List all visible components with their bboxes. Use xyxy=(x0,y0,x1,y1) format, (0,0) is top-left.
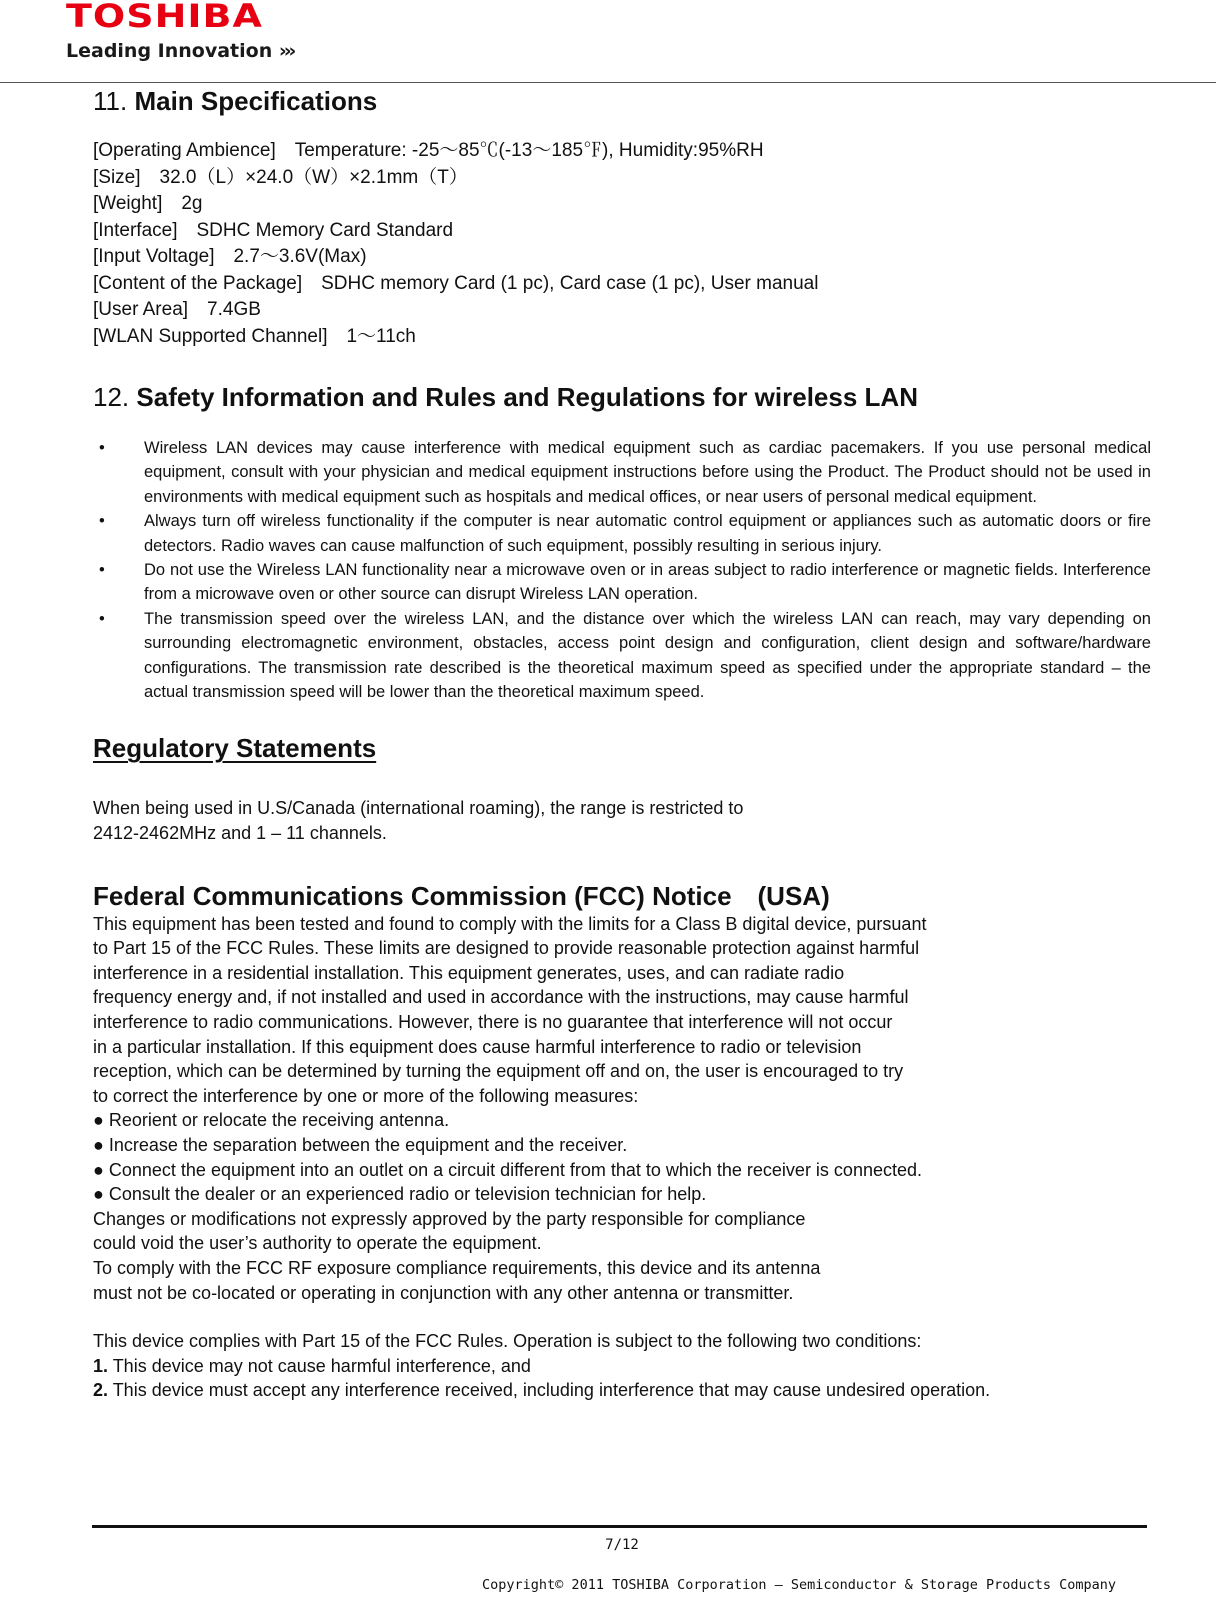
footer-divider xyxy=(92,1525,1147,1528)
fcc-line: interference in a residential installation. This equipment generates, uses, and can radiate radio xyxy=(93,962,845,983)
safety-bullet-list xyxy=(93,436,1151,704)
fcc-line: Changes or modifications not expressly approved by the party responsible for compliance xyxy=(93,1208,806,1229)
page-content xyxy=(93,84,1151,1403)
copyright-notice: Copyright© 2011 TOSHIBA Corporation – Semiconductor & Storage Products Company xyxy=(482,1577,1116,1593)
spec-user-area: [User Area] 7.4GB xyxy=(93,299,261,320)
spec-list xyxy=(93,138,1151,350)
spec-input-voltage: [Input Voltage] 2.7～3.6V(Max) xyxy=(93,246,367,267)
part15-intro: This device complies with Part 15 of the FCC Rules. Operation is subject to the following two conditions: xyxy=(93,1331,922,1352)
section-12-heading xyxy=(93,380,1151,414)
spec-wlan-channel: [WLAN Supported Channel] 1～11ch xyxy=(93,325,416,347)
part15-conditions xyxy=(93,1329,1151,1403)
fcc-measure: ● Increase the separation between the equipment and the receiver. xyxy=(93,1135,628,1155)
bullet-icon: • xyxy=(99,512,105,531)
condition-number: 2. xyxy=(93,1380,109,1401)
section-11-heading xyxy=(93,84,1151,118)
tagline-text: Leading Innovation xyxy=(66,40,273,62)
bullet-text: Do not use the Wireless LAN functionality near a microwave oven or in areas subject to radio interference or magnetic fields. Interference from a microwave oven or other source can disrupt Wireless LAN operation. xyxy=(144,561,1151,604)
bullet-icon: • xyxy=(99,439,105,457)
fcc-line: in a particular installation. If this equipment does cause harmful interference to radio or television xyxy=(93,1036,862,1057)
fcc-notice-text xyxy=(93,912,1151,1306)
condition-item xyxy=(93,1378,1151,1403)
fcc-measure: ● Connect the equipment into an outlet on a circuit different from that to which the receiver is connected. xyxy=(93,1159,923,1180)
list-item xyxy=(93,436,1151,509)
section-11-title: Main Specifications xyxy=(134,86,378,116)
bullet-text: Wireless LAN devices may cause interference with medical equipment such as cardiac pacemakers. If you use personal medical equipment, consult with your physician and medical equipment instructions before using the Product. The Product should not be used in environments with medical equipment such as hospitals and medical offices, or near users of personal medical equipment. xyxy=(144,439,1151,506)
fcc-line: To comply with the FCC RF exposure compliance requirements, this device and its antenna xyxy=(93,1257,821,1278)
list-item xyxy=(93,509,1151,558)
bullet-icon: • xyxy=(99,561,105,580)
bullet-icon: • xyxy=(99,609,105,628)
condition-text: This device must accept any interference received, including interference that may cause undesired operation. xyxy=(108,1380,991,1401)
fcc-measure: ● Consult the dealer or an experienced radio or television technician for help. xyxy=(93,1184,707,1205)
fcc-line: must not be co-located or operating in conjunction with any other antenna or transmitter. xyxy=(93,1282,794,1303)
fcc-line: could void the user’s authority to operate the equipment. xyxy=(93,1233,542,1254)
toshiba-logo xyxy=(66,0,294,62)
page-number: 7/12 xyxy=(605,1537,639,1553)
header-divider xyxy=(0,82,1216,83)
condition-item xyxy=(93,1354,1151,1379)
list-item xyxy=(93,558,1151,607)
regulatory-line: 2412-2462MHz and 1 – 11 channels. xyxy=(93,823,387,844)
bullet-text: Always turn off wireless functionality if the computer is near automatic control equipment or appliances such as automatic doors or fire detectors. Radio waves can cause malfunction of such equipment, possibly resulting in serious injury. xyxy=(144,512,1151,555)
fcc-line: This equipment has been tested and found to comply with the limits for a Class B digital device, pursuant xyxy=(93,913,927,934)
list-item xyxy=(93,607,1151,705)
section-12-title: Safety Information and Rules and Regulations for wireless LAN xyxy=(136,382,918,412)
bullet-text: The transmission speed over the wireless LAN, and the distance over which the wireless LAN can reach, may vary depending on surrounding electromagnetic environment, obstacles, access point design and configuration, client design and software/hardware configurations. The transmission rate described is the theoretical maximum speed as specified under the appropriate standard – the actual transmission speed will be lower than the theoretical maximum speed. xyxy=(144,609,1151,702)
fcc-measure: ● Reorient or relocate the receiving antenna. xyxy=(93,1110,450,1131)
condition-number: 1. xyxy=(93,1355,109,1376)
section-12-number: 12. xyxy=(93,382,130,412)
regulatory-heading: Regulatory Statements xyxy=(93,733,377,764)
spec-interface: [Interface] SDHC Memory Card Standard xyxy=(93,219,454,241)
regulatory-text xyxy=(93,796,1151,845)
fcc-line: interference to radio communications. However, there is no guarantee that interference will not occur xyxy=(93,1012,893,1033)
brand-tagline xyxy=(66,40,293,62)
spec-size: [Size] 32.0（L）×24.0（W）×2.1mm（T） xyxy=(93,166,468,188)
section-11-number: 11. xyxy=(93,86,128,116)
condition-text: This device may not cause harmful interference, and xyxy=(108,1355,531,1376)
brand-name: TOSHIBA xyxy=(66,0,263,35)
fcc-line: frequency energy and, if not installed and used in accordance with the instructions, may cause harmful xyxy=(93,987,909,1008)
fcc-line: reception, which can be determined by turning the equipment off and on, the user is encouraged to try xyxy=(93,1061,904,1082)
fcc-heading: Federal Communications Commission (FCC) Notice (USA) xyxy=(93,880,830,911)
spec-package-content: [Content of the Package] SDHC memory Card (1 pc), Card case (1 pc), User manual xyxy=(93,272,819,294)
spec-weight: [Weight] 2g xyxy=(93,193,203,214)
spec-operating-ambience: [Operating Ambience] Temperature: -25～85℃(-13～185℉), Humidity:95%RH xyxy=(93,140,764,161)
chevrons-icon: ››› xyxy=(278,40,294,62)
fcc-line: to correct the interference by one or more of the following measures: xyxy=(93,1085,639,1106)
fcc-line: to Part 15 of the FCC Rules. These limits are designed to provide reasonable protection against harmful xyxy=(93,938,920,959)
regulatory-line: When being used in U.S/Canada (international roaming), the range is restricted to xyxy=(93,798,744,819)
